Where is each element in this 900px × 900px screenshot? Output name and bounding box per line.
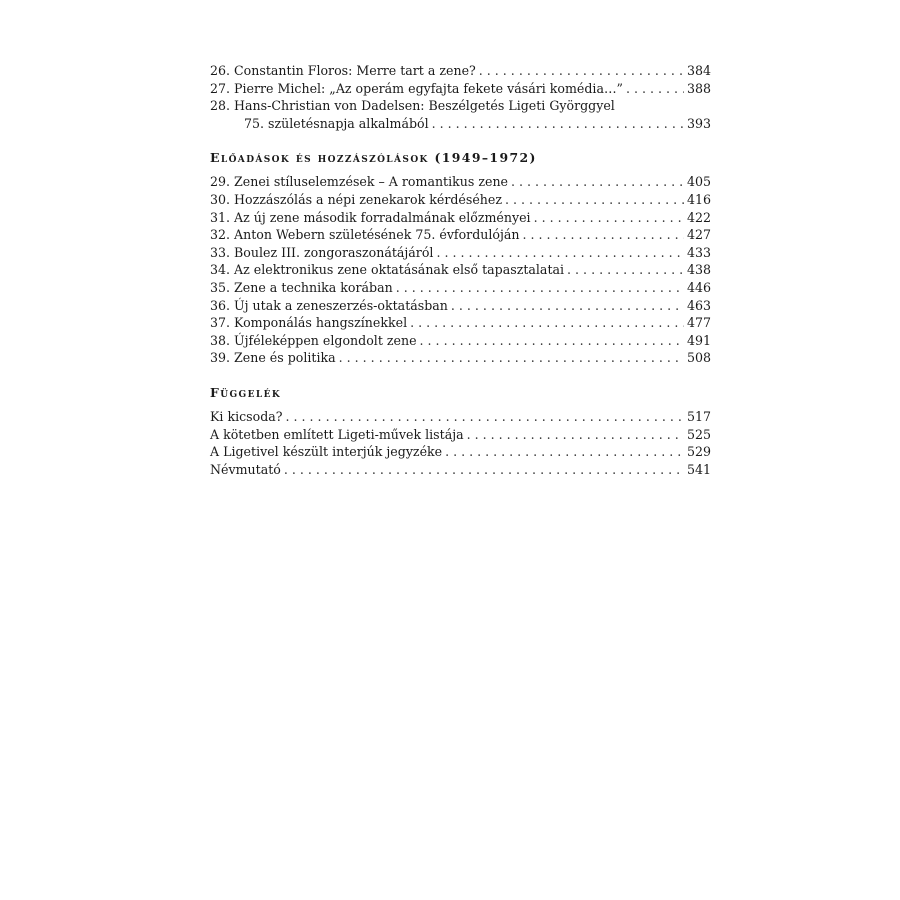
toc-entry: [210, 332, 711, 350]
toc-entry-label: Ki kicsoda?: [210, 408, 283, 424]
toc-entry-page: 433: [686, 244, 711, 260]
toc-entry-page: 517: [686, 408, 711, 424]
toc-entry-label: 28. Hans-Christian von Dadelsen: Beszélgetés Ligeti Györggyel: [210, 98, 615, 114]
toc-entry: [210, 297, 711, 315]
table-of-contents: [210, 62, 711, 478]
dot-leader: [396, 279, 684, 297]
toc-entry: [210, 314, 711, 332]
toc-entry-page: 477: [686, 315, 711, 331]
toc-entry-label: A kötetben említett Ligeti-művek listája: [210, 426, 464, 442]
toc-entry: [210, 261, 711, 279]
toc-entry-page: 438: [686, 262, 711, 278]
toc-entry: [210, 226, 711, 244]
dot-leader: [523, 226, 684, 244]
dot-leader: [626, 80, 684, 98]
toc-entry-page: 446: [686, 279, 711, 295]
toc-section-lectures: [210, 147, 711, 367]
toc-entry-page: 422: [686, 209, 711, 225]
toc-entry: [210, 173, 711, 191]
toc-entry: [210, 209, 711, 227]
toc-entry-label: Névmutató: [210, 461, 281, 477]
dot-leader: [445, 443, 684, 461]
toc-entry-page: 541: [686, 461, 711, 477]
dot-leader: [505, 191, 684, 209]
toc-entry-label: 33. Boulez III. zongoraszonátájáról: [210, 244, 434, 260]
dot-leader: [479, 62, 684, 80]
toc-entry: [210, 80, 711, 98]
toc-entry: [210, 408, 711, 426]
toc-list: [210, 62, 711, 132]
toc-entry-page: 393: [686, 115, 711, 131]
toc-entry-label: 30. Hozzászólás a népi zenekarok kérdéséhez: [210, 191, 502, 207]
toc-entry-label: 29. Zenei stíluselemzések – A romantikus zene: [210, 174, 509, 190]
toc-entry-page: 491: [686, 332, 711, 348]
section-heading: Előadások és hozzászólások (1949–1972): [210, 150, 537, 166]
dot-leader: [451, 297, 684, 315]
toc-entry: [210, 461, 711, 479]
toc-entry: [210, 426, 711, 444]
toc-entry-page: 384: [686, 63, 711, 78]
toc-entry-label: 35. Zene a technika korában: [210, 279, 393, 295]
toc-entry: [210, 244, 711, 262]
toc-entry-page: 388: [686, 80, 711, 96]
toc-entry-page: 427: [686, 227, 711, 243]
dot-leader: [432, 115, 684, 133]
toc-entry-label: 39. Zene és politika: [210, 350, 336, 366]
dot-leader: [284, 461, 684, 479]
toc-entry-label: 36. Új utak a zeneszerzés-oktatásban: [210, 297, 448, 313]
toc-entry: [210, 279, 711, 297]
toc-entry-label: 31. Az új zene második forradalmának előzményei: [210, 209, 531, 225]
toc-entry: [210, 62, 711, 80]
toc-section-appendix: [210, 382, 711, 478]
toc-entry-label: 27. Pierre Michel: „Az operám egyfajta fekete vásári komédia…”: [210, 80, 623, 96]
toc-entry: [210, 191, 711, 209]
toc-entry-page: 463: [686, 297, 711, 313]
toc-entry: [210, 349, 711, 367]
toc-entry-page: 405: [686, 174, 711, 190]
dot-leader: [534, 209, 684, 227]
dot-leader: [511, 173, 684, 191]
section-heading: Függelék: [210, 384, 282, 400]
toc-entry: [210, 97, 711, 115]
toc-entry-page: 529: [686, 444, 711, 460]
dot-leader: [410, 314, 684, 332]
dot-leader: [567, 261, 684, 279]
toc-entry-continuation: [210, 115, 711, 133]
toc-entry-label: 38. Újféleképpen elgondolt zene: [210, 332, 417, 348]
toc-entry-page: 416: [686, 191, 711, 207]
dot-leader: [286, 408, 684, 426]
toc-entry-label: A Ligetivel készült interjúk jegyzéke: [210, 444, 443, 460]
toc-list: [210, 173, 711, 367]
toc-entry-page: 525: [686, 426, 711, 442]
toc-entry-label: 75. születésnapja alkalmából: [244, 115, 429, 131]
toc-entry-label: 26. Constantin Floros: Merre tart a zene?: [210, 63, 476, 78]
dot-leader: [467, 426, 684, 444]
toc-list: [210, 408, 711, 478]
toc-entry-label: 32. Anton Webern születésének 75. évfordulóján: [210, 227, 520, 243]
dot-leader: [339, 349, 684, 367]
toc-section-interviews-continued: [210, 62, 711, 132]
toc-entry: [210, 443, 711, 461]
dot-leader: [436, 244, 684, 262]
dot-leader: [420, 332, 684, 350]
toc-entry-page: 508: [686, 350, 711, 366]
toc-entry-label: 34. Az elektronikus zene oktatásának első tapasztalatai: [210, 262, 565, 278]
toc-entry-label: 37. Komponálás hangszínekkel: [210, 315, 408, 331]
